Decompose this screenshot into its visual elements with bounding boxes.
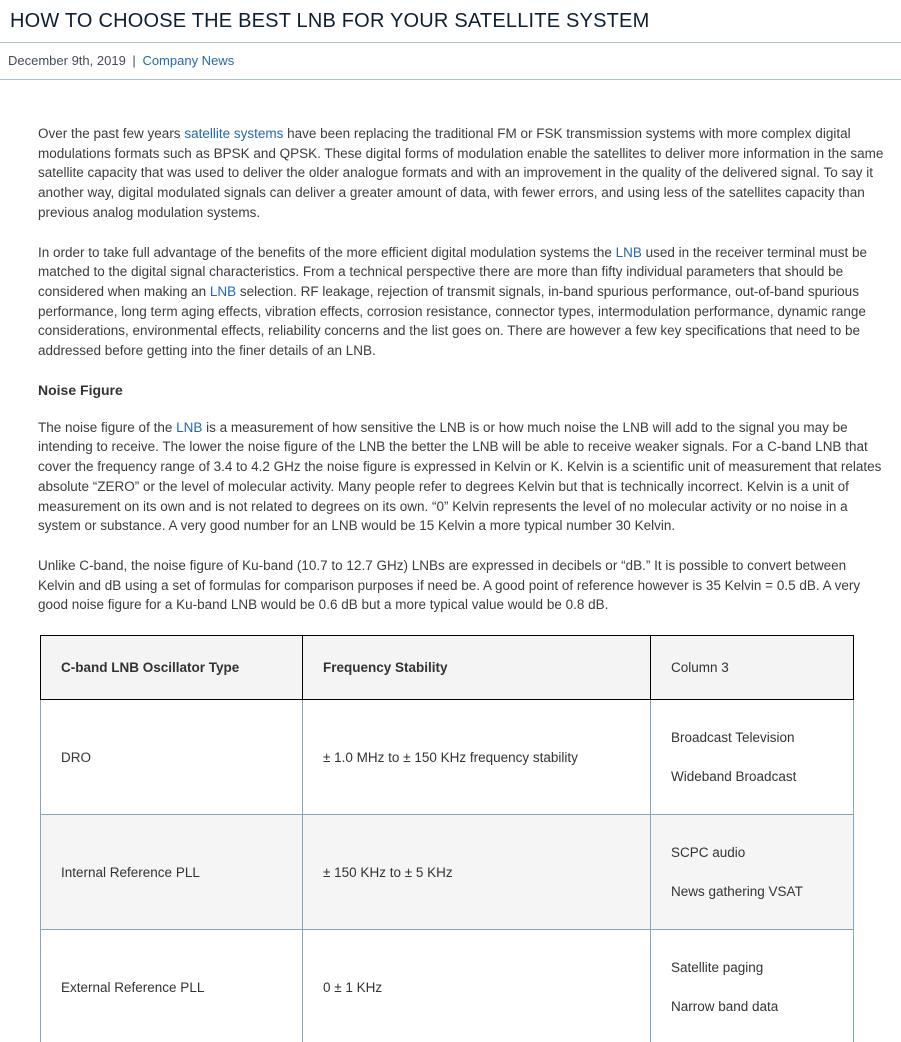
application-item: Narrow band data	[671, 998, 779, 1014]
cell-stability: 0 ± 1 KHz	[303, 930, 651, 1042]
text-segment: The noise figure of the	[38, 419, 177, 435]
satellite-systems-link[interactable]: satellite systems	[184, 126, 284, 141]
lnb-oscillator-table	[40, 635, 854, 1042]
cell-type: External Reference PLL	[41, 930, 303, 1042]
header-label: Frequency Stability	[323, 660, 448, 676]
cell-applications	[651, 700, 854, 815]
noise-figure-heading: Noise Figure	[38, 381, 123, 398]
lnb-link-2[interactable]: LNB	[209, 283, 237, 299]
header-label: C-band LNB Oscillator Type	[61, 660, 240, 676]
header-cell-frequency-stability	[303, 636, 651, 700]
header-cell-oscillator-type	[41, 636, 303, 700]
header-cell-column-3	[651, 636, 854, 700]
application-item: Broadcast Television	[671, 729, 795, 745]
text-segment: used in the receiver terminal must be matched to the digital signal characteristics. From a technical perspective there are more than fifty individual parameters that should be considered when making an	[38, 244, 867, 299]
cell-type: DRO	[41, 700, 303, 815]
application-item: Wideband Broadcast	[671, 768, 797, 784]
paragraph-noise-figure	[38, 418, 884, 536]
article-body	[38, 124, 884, 615]
cell-applications	[651, 930, 854, 1042]
header-label: Column 3	[671, 660, 729, 676]
post-meta	[8, 52, 901, 70]
post-date: December 9th, 2019	[8, 53, 126, 68]
text-segment: have been replacing the traditional FM or FSK transmission systems with more complex digital modulations formats such as BPSK and QPSK. These digital forms of modulation enable the satellites to deliver more information in the same satellite capacity that was used to deliver the older analogue formats and with an improvement in the quality of the delivered signal. To say it another way, digital modulated signals can deliver a greater amount of data, with fewer errors, and using less of the satellites capacity than previous analog modulation systems.	[38, 126, 884, 220]
lnb-link-3[interactable]: LNB	[176, 419, 203, 435]
meta-separator: |	[132, 53, 136, 68]
cell-stability: ± 150 KHz to ± 5 KHz	[303, 815, 651, 930]
table-row-dro	[41, 700, 854, 815]
title-divider	[0, 42, 901, 43]
paragraph-intro	[38, 124, 884, 223]
table-body	[41, 700, 854, 1042]
table-header	[41, 636, 854, 700]
meta-divider	[0, 79, 901, 80]
cell-stability: ± 1.0 MHz to ± 150 KHz frequency stability	[303, 700, 651, 815]
application-item: Satellite paging	[671, 959, 764, 975]
text-segment: selection. RF leakage, rejection of transmit signals, in-band spurious performance, out-of-band spurious performance, long term aging effects, vibration effects, corrosion resistance, connector types, intermodulation performance, dynamic range considerations, environmental effects, reliability concerns and the list goes on. There are however a few key specifications that need to be addressed before getting into the finer details of an LNB.	[38, 283, 866, 359]
lnb-link-1[interactable]: LNB	[615, 244, 642, 260]
page-title: HOW TO CHOOSE THE BEST LNB FOR YOUR SATELLITE SYSTEM	[10, 10, 650, 32]
cell-applications	[651, 815, 854, 930]
paragraph-ku-band: Unlike C-band, the noise figure of Ku-band (10.7 to 12.7 GHz) LNBs are expressed in decibels or “dB.” It is possible to convert between Kelvin and dB using a set of formulas for comparison purposes if need be. A good point of reference however is 35 Kelvin = 0.5 dB. A very good noise figure for a Ku-band LNB would be 0.6 dB but a more typical value would be 0.8 dB.	[38, 557, 861, 613]
text-segment: Over the past few years	[38, 126, 185, 141]
article-page	[0, 8, 901, 1042]
paragraph-lnb-matching	[38, 243, 884, 361]
application-item: SCPC audio	[671, 844, 746, 860]
cell-type: Internal Reference PLL	[41, 815, 303, 930]
text-segment: is a measurement of how sensitive the LNB is or how much noise the LNB will add to the signal you may be intending to receive. The lower the noise figure of the LNB the better the LNB will be able to receive weaker signals. For a C-band LNB that cover the frequency range of 3.4 to 4.2 GHz the noise figure is expressed in Kelvin or K. Kelvin is a scientific unit of measurement that relates absolute “ZERO” or the level of molecular activity. Many people refer to degrees Kelvin but that is technically incorrect. Kelvin is a unit of measurement on its own and is not related to degrees on its own. “0” Kelvin represents the level of no molecular activity or no noise in a system or substance. A very good number for an LNB would be 15 Kelvin a more typical number 30 Kelvin.	[38, 419, 882, 534]
table-row-internal-pll	[41, 815, 854, 930]
table-row-external-pll	[41, 930, 854, 1042]
application-item: News gathering VSAT	[671, 883, 803, 899]
category-link[interactable]: Company News	[142, 53, 235, 68]
text-segment: In order to take full advantage of the benefits of the more efficient digital modulation systems the	[38, 244, 616, 260]
table-header-row	[41, 636, 854, 700]
